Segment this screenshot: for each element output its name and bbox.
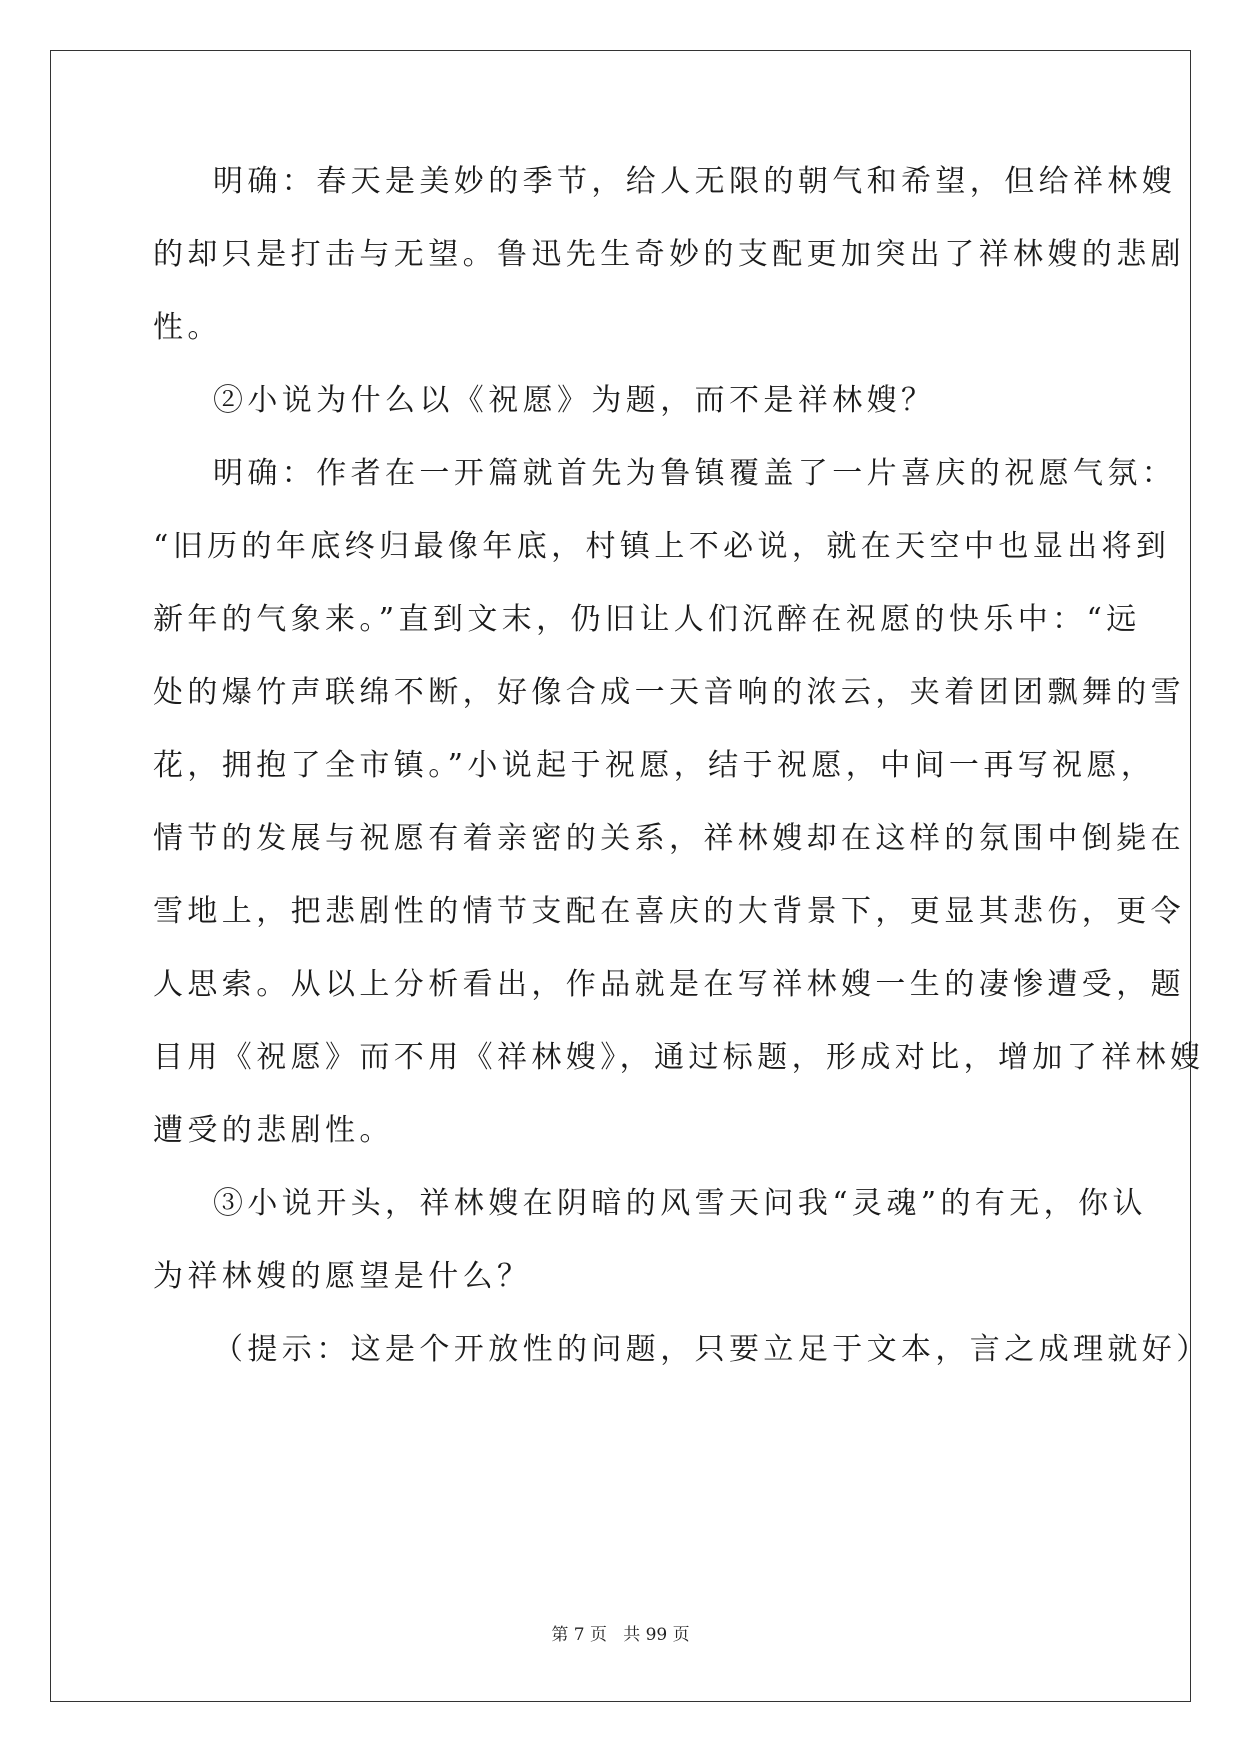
- text-line: （提示：这是个开放性的问题，只要立足于文本，言之成理就好）: [213, 1332, 1211, 1367]
- text-line: 明确：春天是美妙的季节，给人无限的朝气和希望，但给祥林嫂: [213, 164, 1177, 199]
- text-line: 情节的发展与祝愿有着亲密的关系，祥林嫂却在这样的氛围中倒毙在: [153, 821, 1185, 856]
- text-line: 为祥林嫂的愿望是什么？: [153, 1259, 532, 1294]
- text-line: 遭受的悲剧性。: [153, 1113, 394, 1148]
- text-line: 明确：作者在一开篇就首先为鲁镇覆盖了一片喜庆的祝愿气氛：: [213, 456, 1177, 491]
- text-line: 新年的气象来。”直到文末，仍旧让人们沉醉在祝愿的快乐中：“远: [153, 602, 1141, 637]
- page-number: 第 7 页: [551, 1625, 607, 1645]
- text-line: 的却只是打击与无望。鲁迅先生奇妙的支配更加突出了祥林嫂的悲剧: [153, 237, 1185, 272]
- text-line: “旧历的年底终归最像年底，村镇上不必说，就在天空中也显出将到: [153, 529, 1171, 564]
- page-border: [50, 50, 1191, 1702]
- text-line: 性。: [153, 310, 222, 345]
- text-line: ②小说为什么以《祝愿》为题，而不是祥林嫂？: [213, 383, 936, 418]
- page-total: 共 99 页: [623, 1625, 690, 1645]
- text-line: 雪地上，把悲剧性的情节支配在喜庆的大背景下，更显其悲伤，更令: [153, 894, 1185, 929]
- text-line: 花，拥抱了全市镇。”小说起于祝愿，结于祝愿，中间一再写祝愿，: [153, 748, 1156, 783]
- text-line: 目用《祝愿》而不用《祥林嫂》，通过标题，形成对比，增加了祥林嫂: [153, 1040, 1205, 1075]
- text-line: 处的爆竹声联绵不断，好像合成一天音响的浓云，夹着团团飘舞的雪: [153, 675, 1185, 710]
- text-line: 人思索。从以上分析看出，作品就是在写祥林嫂一生的凄惨遭受，题: [153, 967, 1185, 1002]
- text-line: ③小说开头，祥林嫂在阴暗的风雪天问我“灵魂”的有无，你认: [213, 1186, 1147, 1221]
- page-footer: [0, 1620, 1241, 1645]
